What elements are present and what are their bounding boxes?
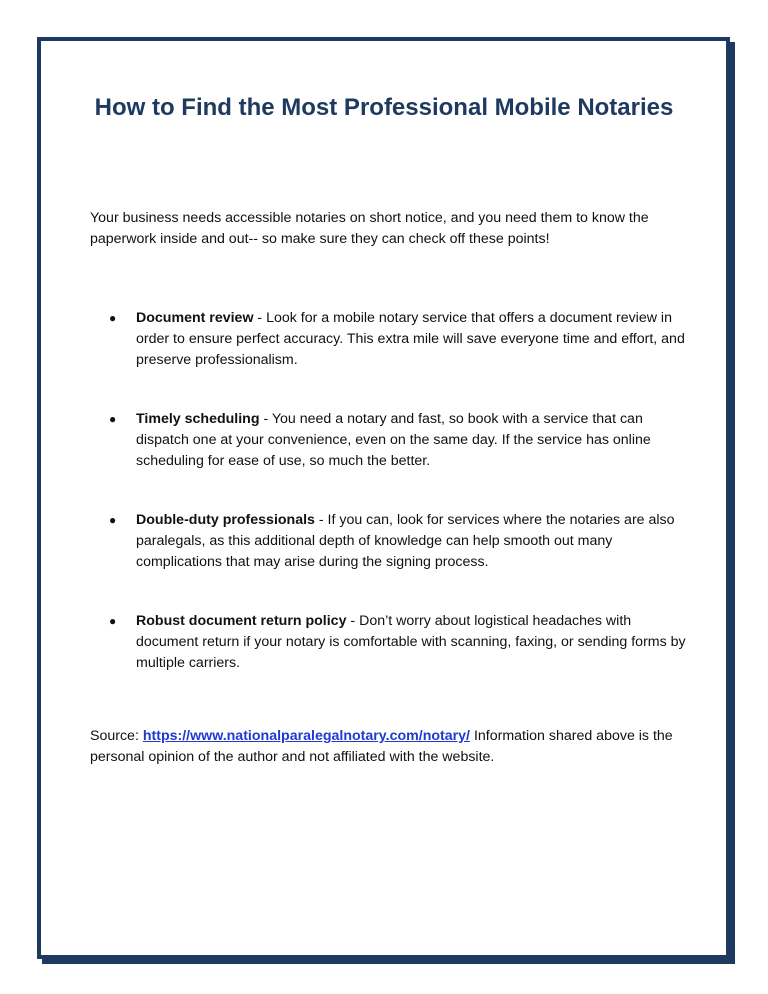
bullet-text: - Don’t worry about logistical headaches with document return if your notary is comfortable with scanning, faxing, or sending forms by multiple carriers. <box>136 613 686 671</box>
bullet-term: Double-duty professionals <box>136 512 315 528</box>
intro-paragraph: Your business needs accessible notaries on short notice, and you need them to know the paperwork inside and out-- so make sure they can check off these points! <box>90 210 649 247</box>
source-disclaimer: Information shared above is the personal opinion of the author and not affiliated with the website. <box>90 728 673 765</box>
bullet-icon: ● <box>109 513 117 527</box>
list-item <box>90 510 690 573</box>
list-item <box>90 611 690 674</box>
bullet-text: - You need a notary and fast, so book with a service that can dispatch one at your convenience, even on the same day. If the service has online scheduling for ease of use, so much the better. <box>136 411 651 469</box>
bullet-icon: ● <box>109 412 117 426</box>
list-item <box>90 308 690 371</box>
bullet-icon: ● <box>109 311 117 325</box>
checklist <box>90 308 690 712</box>
document-title: How to Find the Most Professional Mobile Notaries <box>94 94 674 121</box>
bullet-text: - If you can, look for services where the notaries are also paralegals, as this additional depth of knowledge can help smooth out many complications that may arise during the signing process. <box>136 512 675 570</box>
bullet-text: - Look for a mobile notary service that offers a document review in order to ensure perfect accuracy. This extra mile will save everyone time and effort, and preserve professionalism. <box>136 310 685 368</box>
bullet-icon: ● <box>109 614 117 628</box>
bullet-term: Robust document return policy <box>136 613 347 629</box>
bullet-term: Document review <box>136 310 254 326</box>
source-link[interactable]: https://www.nationalparalegalnotary.com/notary/ <box>142 728 470 744</box>
bullet-term: Timely scheduling <box>136 411 260 427</box>
source-label: Source: <box>90 728 143 744</box>
source-note <box>90 726 690 768</box>
list-item <box>90 409 690 472</box>
